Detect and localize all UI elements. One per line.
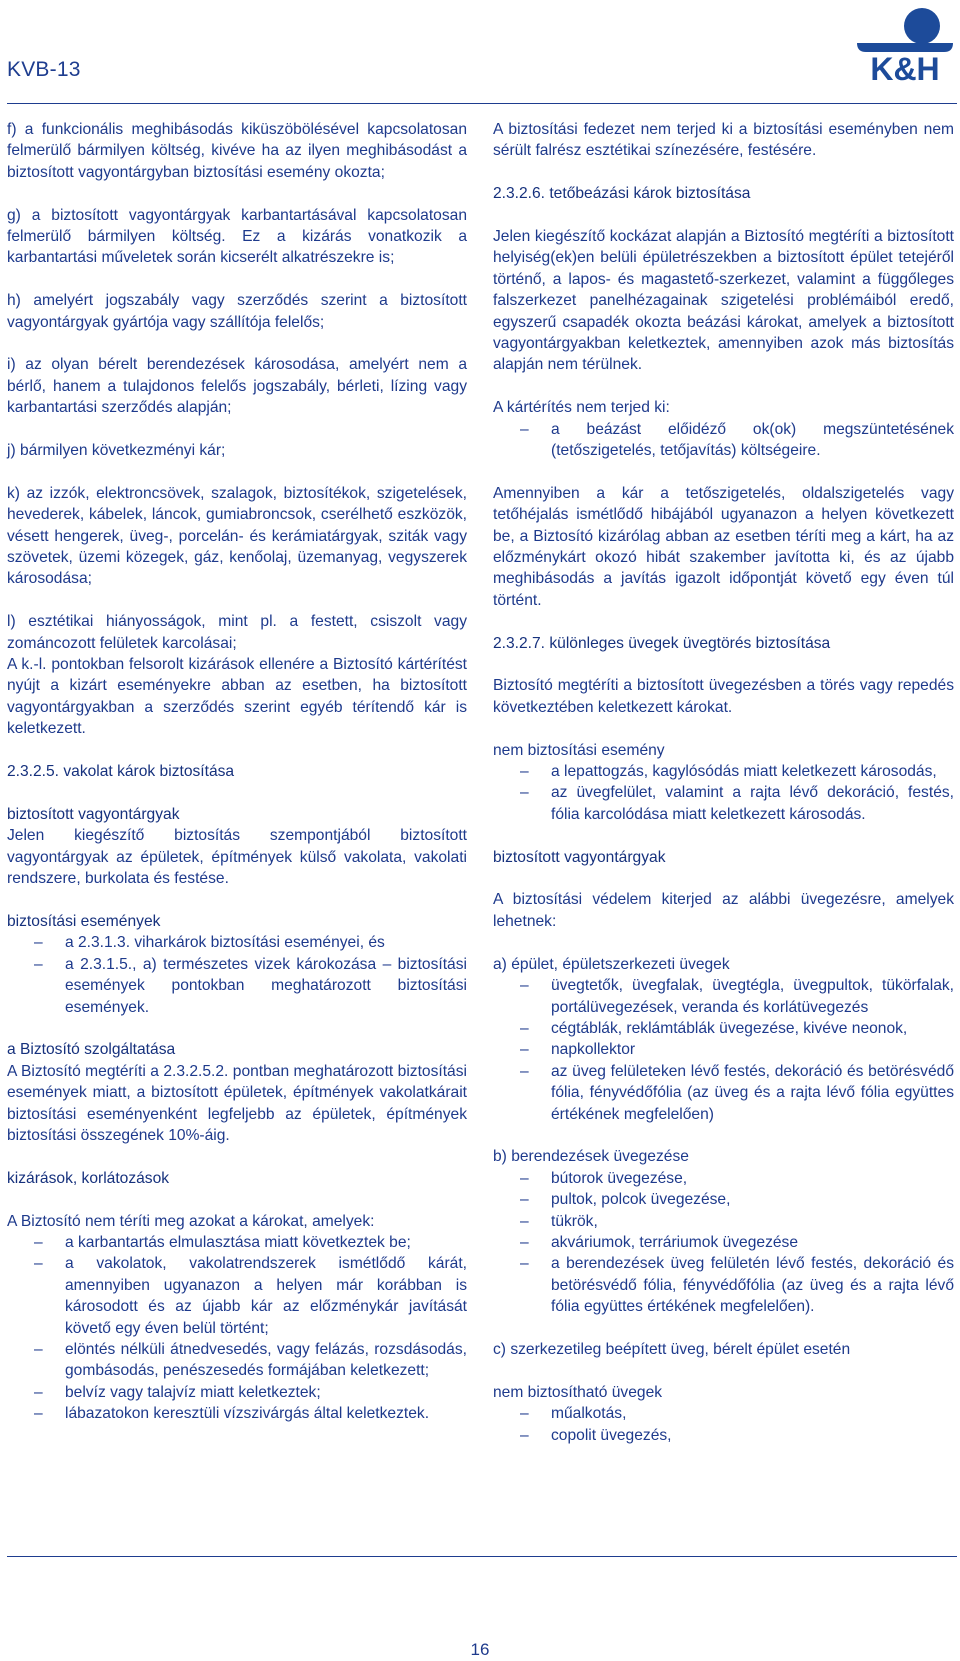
compensation-intro: A kártérítés nem terjed ki:: [493, 399, 670, 417]
exclusion-kl-note: A k.-l. pontokban felsorolt kizárások ellenére a Biztosító kártérítést nyújt a kizárt eseményekre abban az esetben, ha biztosított vagyontárgyakban a szerződés szerint egyéb térítendő kár is keletkezett.: [7, 656, 467, 738]
list-item: – a berendezések üveg felületén lévő festés, dekoráció és betörésvédő fólia, fényvédőfólia (az üveg és a rajta lévő fólia együttes értékének megfelelően).: [493, 1253, 954, 1317]
list-item: – a vakolatok, vakolatrendszerek ismétlődő kárát, amennyiben ugyanazon a helyen már korábban is károsodott és az újabb kár az előzménykár javítását követő egy éven belül történt;: [7, 1253, 467, 1339]
logo-wordmark: K&H: [870, 51, 940, 82]
exclusions-intro: A Biztosító nem téríti meg azokat a károkat, amelyek:: [7, 1212, 375, 1230]
section-title-glass: 2.3.2.7. különleges üvegek üvegtörés biztosítása: [493, 634, 831, 652]
list-item: – a karbantartás elmulasztása miatt következtek be;: [7, 1232, 467, 1253]
list-item: – cégtáblák, reklámtáblák üvegezése, kivéve neonok,: [493, 1018, 954, 1039]
exclusion-item-l: l) esztétikai hiányosságok, mint pl. a festett, csiszolt vagy zománcozott felületek karcolásai;: [7, 613, 467, 652]
group-a-title: a) épület, épületszerkezeti üvegek: [493, 955, 730, 973]
group-a-list: [493, 975, 954, 1125]
list-item: – a beázást előidéző ok(ok) megszüntetésének (tetőszigetelés, tetőjavítás) költségeire.: [493, 419, 954, 462]
glass-coverage-scope: A biztosítási védelem kiterjed az alábbi üvegezésre, amelyek lehetnek:: [493, 891, 954, 930]
insured-assets-heading: biztosított vagyontárgyak: [7, 805, 180, 823]
insured-assets-text: Jelen kiegészítő biztosítás szempontjából biztosított vagyontárgyak az épületek, építmények külső vakolata, vakolati rendszere, burkolata és festése.: [7, 827, 467, 888]
roof-repeat-damage-text: Amennyiben a kár a tetőszigetelés, oldalszigetelés vagy tetőhéjalás ismétlődő hibájából ugyanazon a helyen következett be, a Biztosító kizárólag abban az esetben téríti meg a kárt, ha az előzménykárt okozó hibát szakember javította ki, és az újabb meghibásodás a javítás igazolt időpontját követő egy éven túl történt.: [493, 484, 954, 609]
list-item: – elöntés nélküli átnedvesedés, vagy felázás, rozsdásodás, gombásodás, penészesedés formájában keletkezett;: [7, 1339, 467, 1382]
insured-events-list: [7, 932, 467, 1018]
list-item: – a 2.3.1.5., a) természetes vizek károkozása – biztosítási események pontokban meghatározott biztosítási események.: [7, 954, 467, 1018]
list-item: – pultok, polcok üvegezése,: [493, 1189, 954, 1210]
list-item: – bútorok üvegezése,: [493, 1168, 954, 1189]
group-b-list: [493, 1168, 954, 1318]
insurer-service-text: A Biztosító megtéríti a 2.3.2.5.2. pontban meghatározott biztosítási események miatt, a biztosított épületek, építmények vakolatkárait biztosítási eseményenként legfeljebb az épületek, építmények biztosítási összegének 10%-áig.: [7, 1062, 467, 1144]
non-insurable-heading: nem biztosítható üvegek: [493, 1383, 663, 1401]
header-divider: [7, 103, 957, 104]
glass-coverage-text: Biztosító megtéríti a biztosított üvegezésben a törés vagy repedés következtében keletkezett károkat.: [493, 677, 954, 716]
section-title-roof: 2.3.2.6. tetőbeázási károk biztosítása: [493, 185, 751, 203]
document-code: KVB-13: [7, 58, 81, 81]
exclusion-item-f: f) a funkcionális meghibásodás kiküszöbölésével kapcsolatosan felmerülő bármilyen költség, kivéve ha az ilyen meghibásodást a biztosított vagyontárgyban biztosítási esemény okozta;: [7, 121, 467, 181]
left-column: [7, 119, 467, 1446]
page-number: 16: [470, 1640, 490, 1659]
compensation-list: [493, 419, 954, 462]
exclusion-item-i: i) az olyan bérelt berendezések károsodása, amelyért nem a bérlő, hanem a tulajdonos felelős jogszabály, bérleti, lízing vagy karbantartási szerződés alapján;: [7, 356, 467, 417]
exclusion-item-h: h) amelyért jogszabály vagy szerződés szerint a biztosított vagyontárgyak gyártója vagy szállítója felelős;: [7, 292, 467, 331]
list-item: – belvíz vagy talajvíz miatt keletkeztek;: [7, 1382, 467, 1403]
list-item: – a 2.3.1.3. viharkárok biztosítási eseményei, és: [7, 932, 467, 953]
list-item: – akváriumok, terráriumok üvegezése: [493, 1232, 954, 1253]
list-item: – üvegtetők, üvegfalak, üvegtégla, üvegpultok, tükörfalak, portálüvegezések, veranda és korlátüvegezés: [493, 975, 954, 1018]
non-insurable-list: [493, 1403, 954, 1446]
list-item: – az üvegfelület, valamint a rajta lévő dekoráció, festés, fólia karcolódása miatt keletkezett károsodás.: [493, 782, 954, 825]
roof-coverage-text: Jelen kiegészítő kockázat alapján a Biztosító megtéríti a biztosított helyiség(ek)en belüli épületrészekben a biztosított épület tetejéről történő, a lapos- és magastető-szerkezet, valamint a függőleges falszerkezet panelhézagainak szigetelési problémáiból eredő, egyszerű csapadék okozta beázási károkat, amelyek a biztosított vagyontárgyakban keletkeztek, amennyiben azok más biztosítás alapján nem térülnek.: [493, 228, 954, 374]
insurer-service-heading: a Biztosító szolgáltatása: [7, 1041, 176, 1059]
exclusion-item-k: k) az izzók, elektroncsövek, szalagok, biztosítékok, szigetelések, hevederek, kábelek, láncok, gumiabroncsok, cserélhető eszközök, vésett hengerek, üveg-, porcelán- és kerámiatárgyak, sziták vagy szövetek, üzemi közegek, gáz, kenőolaj, üzemanyag, vegyszerek károsodása;: [7, 484, 467, 588]
exclusions-list: [7, 1232, 467, 1425]
list-item: – copolit üvegezés,: [493, 1425, 954, 1446]
group-c-title: c) szerkezetileg beépített üveg, bérelt épület esetén: [493, 1340, 851, 1358]
insured-glass-heading: biztosított vagyontárgyak: [493, 848, 666, 866]
list-item: – műalkotás,: [493, 1403, 954, 1424]
exclusion-item-g: g) a biztosított vagyontárgyak karbantartásával kapcsolatosan felmerülő bármilyen költség. Ez a kizárás vonatkozik a karbantartási műveletek során kicserélt alkatrészekre is;: [7, 206, 467, 267]
list-item: – tükrök,: [493, 1211, 954, 1232]
list-item: – napkollektor: [493, 1039, 954, 1060]
group-b-title: b) berendezések üvegezése: [493, 1148, 689, 1166]
kh-logo: [853, 2, 957, 82]
exclusions-heading: kizárások, korlátozások: [7, 1169, 170, 1187]
footer-divider: [7, 1556, 957, 1557]
section-title-plaster: 2.3.2.5. vakolat károk biztosítása: [7, 763, 235, 781]
non-event-heading: nem biztosítási esemény: [493, 741, 665, 759]
list-item: – az üveg felületeken lévő festés, dekoráció és betörésvédő fólia, fényvédőfólia (az üveg és a rajta lévő fólia együttes értékének megfelelően): [493, 1061, 954, 1125]
list-item: – a lepattogzás, kagylósódás miatt keletkezett károsodás,: [493, 761, 954, 782]
exclusion-item-j: j) bármilyen következményi kár;: [7, 442, 226, 460]
non-event-list: [493, 761, 954, 825]
list-item: – lábazatokon keresztüli vízszivárgás által keletkeztek.: [7, 1403, 467, 1424]
coverage-exclusion-intro: A biztosítási fedezet nem terjed ki a biztosítási eseményben nem sérült falrész esztétikai színezésére, festésére.: [493, 121, 954, 160]
insured-events-heading: biztosítási események: [7, 912, 161, 930]
right-column: [493, 119, 954, 1446]
